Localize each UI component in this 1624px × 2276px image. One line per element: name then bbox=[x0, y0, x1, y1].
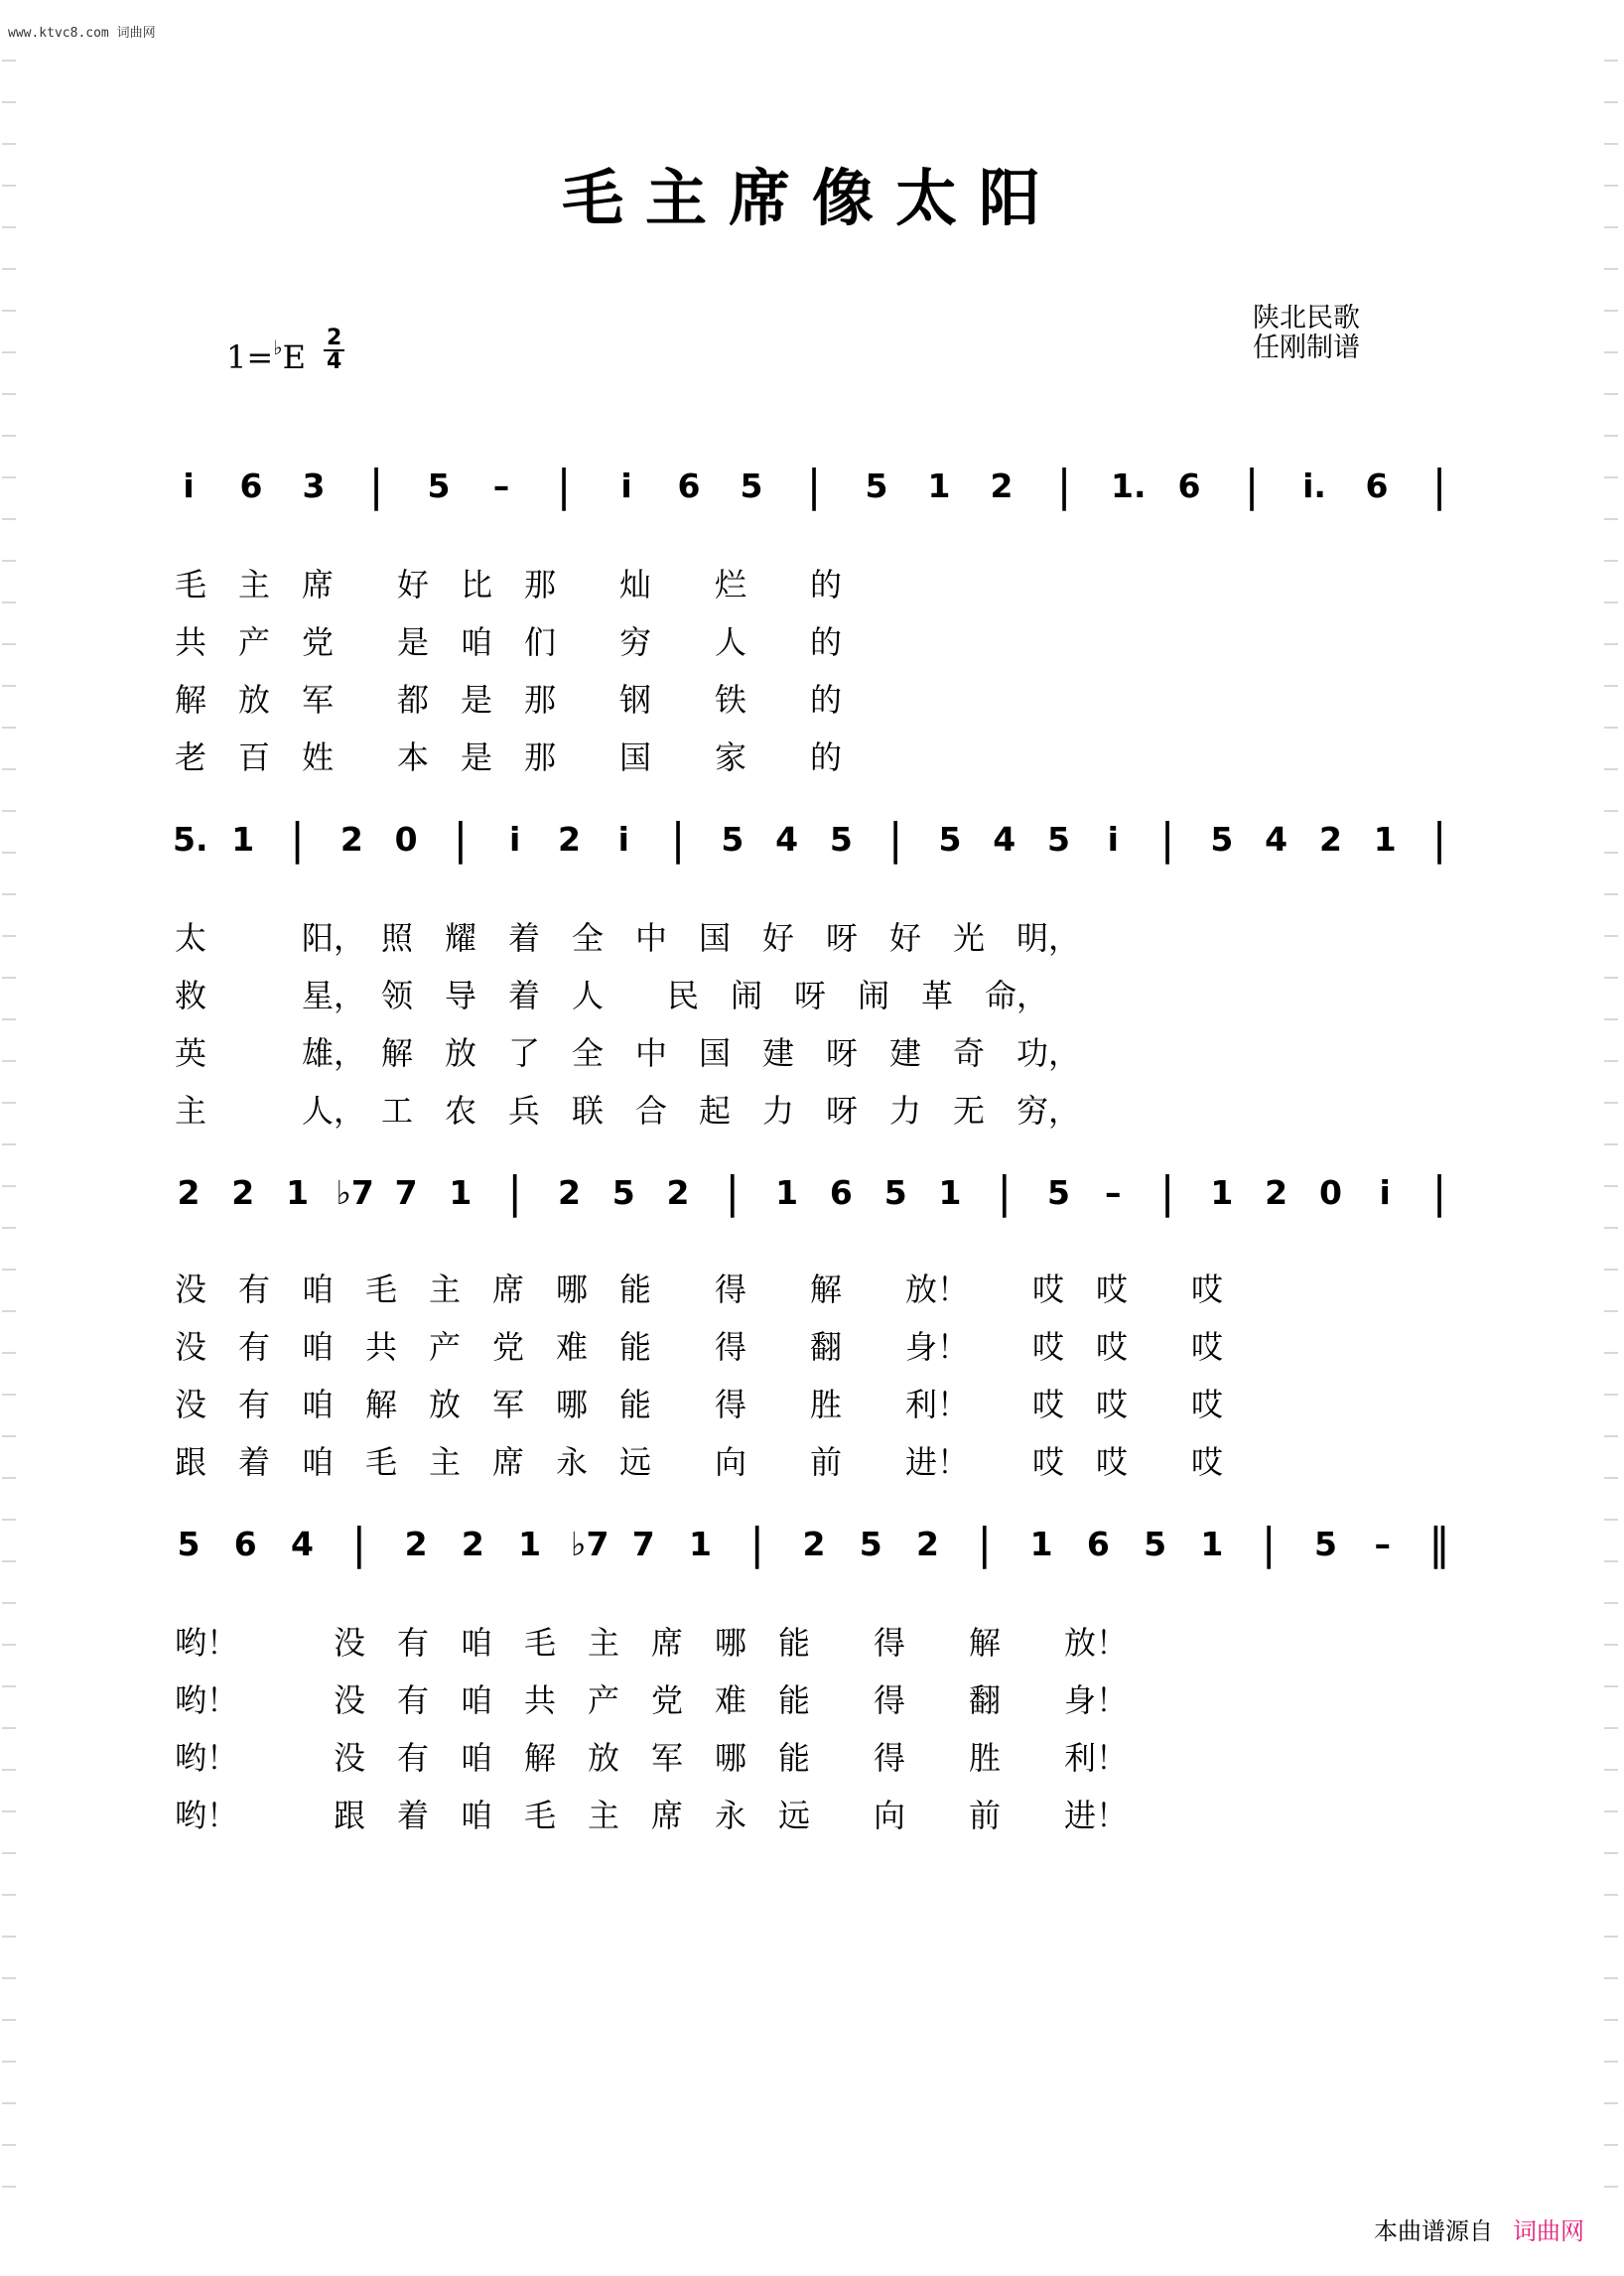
watermark-tick bbox=[1604, 1769, 1618, 1771]
note: 6 bbox=[239, 467, 263, 505]
watermark-tick bbox=[1604, 935, 1618, 937]
watermark-tick bbox=[1604, 60, 1618, 62]
watermark-tick bbox=[2, 2102, 16, 2104]
watermark-tick bbox=[2, 1143, 16, 1145]
note: 2 bbox=[666, 1173, 690, 1212]
lyric-line: 哟！ 没 有 咱 解 放 军 哪 能 得 胜 利！ bbox=[175, 1739, 1129, 1777]
left-watermark-strip bbox=[2, 60, 20, 2236]
note: 4 bbox=[291, 1525, 315, 1563]
watermark-tick bbox=[1604, 310, 1618, 312]
watermark-tick bbox=[1604, 1185, 1618, 1187]
barline: | bbox=[556, 461, 572, 511]
watermark-tick bbox=[2, 1769, 16, 1771]
note: 5 bbox=[1144, 1525, 1167, 1563]
watermark-tick bbox=[2, 2186, 16, 2188]
lyric-line: 解 放 军 都 是 那 钢 铁 的 bbox=[175, 681, 843, 719]
watermark-tick bbox=[2, 101, 16, 103]
note: 7 bbox=[394, 1173, 418, 1212]
watermark-tick bbox=[2, 1352, 16, 1354]
watermark-tick bbox=[1604, 1685, 1618, 1687]
watermark-tick bbox=[2, 1644, 16, 1646]
watermark-tick bbox=[1604, 1269, 1618, 1271]
watermark-tick bbox=[1604, 727, 1618, 729]
watermark-tick bbox=[2, 852, 16, 854]
flat-sign: ♭ bbox=[273, 335, 283, 359]
watermark-tick bbox=[2, 1894, 16, 1896]
note: 2 bbox=[916, 1525, 940, 1563]
barline: | bbox=[997, 1167, 1013, 1218]
credit-arranger: 任刚制谱 bbox=[1253, 333, 1360, 363]
watermark-tick bbox=[2, 1560, 16, 1562]
barline: | bbox=[1261, 1519, 1277, 1569]
watermark-tick bbox=[2, 977, 16, 979]
watermark-tick bbox=[1604, 1018, 1618, 1020]
key-signature bbox=[226, 335, 306, 376]
watermark-tick bbox=[2, 435, 16, 437]
barline: | bbox=[1431, 461, 1447, 511]
note: 1. bbox=[1111, 467, 1147, 505]
watermark-tick bbox=[2, 1060, 16, 1062]
watermark-tick bbox=[1604, 1810, 1618, 1812]
watermark-tick bbox=[1604, 1227, 1618, 1229]
watermark-tick bbox=[2, 685, 16, 687]
watermark-tick bbox=[2, 393, 16, 395]
barline: | bbox=[977, 1519, 993, 1569]
barline: | bbox=[1244, 461, 1260, 511]
watermark-tick bbox=[1604, 1977, 1618, 1979]
watermark-tick bbox=[2, 602, 16, 603]
watermark-tick bbox=[1604, 1477, 1618, 1479]
watermark-tick bbox=[1604, 768, 1618, 770]
meter-top: 2 bbox=[324, 328, 344, 351]
watermark-tick bbox=[2, 2061, 16, 2063]
note: 4 bbox=[1265, 820, 1288, 859]
note: 1 bbox=[938, 1173, 962, 1212]
watermark-tick bbox=[1604, 1852, 1618, 1854]
note: 4 bbox=[993, 820, 1016, 859]
lyric-line: 太 阳， 照 耀 着 全 中 国 好 呀 好 光 明， bbox=[175, 919, 1081, 957]
watermark-tick bbox=[2, 768, 16, 770]
note: 7 bbox=[631, 1525, 655, 1563]
watermark-tick bbox=[1604, 2019, 1618, 2021]
note: 5 bbox=[721, 820, 744, 859]
watermark-tick bbox=[1604, 2186, 1618, 2188]
watermark-tick bbox=[1604, 2061, 1618, 2063]
footer bbox=[1374, 2211, 1584, 2246]
watermark-tick bbox=[1604, 476, 1618, 478]
watermark-url: www.ktvc8.com 词曲网 bbox=[8, 26, 156, 41]
note: 3 bbox=[302, 467, 326, 505]
barline: | bbox=[670, 814, 686, 865]
note: 5 bbox=[829, 820, 853, 859]
note: 1 bbox=[688, 1525, 712, 1563]
note: 1 bbox=[286, 1173, 310, 1212]
watermark-tick bbox=[2, 2019, 16, 2021]
note: 6 bbox=[829, 1173, 853, 1212]
footer-brand: 词曲网 bbox=[1513, 2217, 1584, 2245]
lyric-line: 老 百 姓 本 是 那 国 家 的 bbox=[175, 738, 843, 776]
watermark-tick bbox=[2, 60, 16, 62]
watermark-tick bbox=[2, 1310, 16, 1312]
note: 2 bbox=[990, 467, 1014, 505]
watermark-tick bbox=[1604, 101, 1618, 103]
note: 1 bbox=[1210, 1173, 1234, 1212]
barline: | bbox=[749, 1519, 765, 1569]
note: i bbox=[183, 467, 195, 505]
lyric-line: 哟！ 没 有 咱 毛 主 席 哪 能 得 解 放！ bbox=[175, 1624, 1129, 1662]
note: – bbox=[1105, 1173, 1122, 1212]
note: 5 bbox=[1210, 820, 1234, 859]
watermark-tick bbox=[1604, 1352, 1618, 1354]
note: 2 bbox=[802, 1525, 826, 1563]
note: 6 bbox=[677, 467, 701, 505]
note: 2 bbox=[231, 1173, 255, 1212]
note: i bbox=[1107, 820, 1119, 859]
watermark-tick bbox=[1604, 1727, 1618, 1729]
watermark-tick bbox=[2, 1102, 16, 1104]
barline: | bbox=[507, 1167, 523, 1218]
note: 5 bbox=[427, 467, 451, 505]
watermark-tick bbox=[2, 1685, 16, 1687]
note: 1 bbox=[1029, 1525, 1053, 1563]
watermark-tick bbox=[2, 1435, 16, 1437]
note: 1 bbox=[449, 1173, 473, 1212]
watermark-tick bbox=[1604, 143, 1618, 145]
lyric-line: 救 星， 领 导 着 人 民 闹 呀 闹 革 命， bbox=[175, 977, 1049, 1014]
watermark-tick bbox=[1604, 1310, 1618, 1312]
watermark-tick bbox=[2, 1602, 16, 1604]
watermark-tick bbox=[2, 643, 16, 645]
watermark-tick bbox=[2, 1519, 16, 1521]
barline: | bbox=[1159, 1167, 1175, 1218]
lyric-line: 共 产 党 是 咱 们 穷 人 的 bbox=[175, 623, 843, 661]
watermark-tick bbox=[2, 1394, 16, 1396]
watermark-tick bbox=[1604, 1936, 1618, 1938]
watermark-tick bbox=[2, 351, 16, 353]
watermark-tick bbox=[1604, 560, 1618, 562]
watermark-tick bbox=[1604, 393, 1618, 395]
watermark-tick bbox=[1604, 1560, 1618, 1562]
note: 2 bbox=[339, 820, 363, 859]
lyric-line: 哟！ 没 有 咱 共 产 党 难 能 得 翻 身！ bbox=[175, 1681, 1129, 1719]
note: 1 bbox=[1200, 1525, 1224, 1563]
watermark-tick bbox=[1604, 1644, 1618, 1646]
note: 1 bbox=[231, 820, 255, 859]
watermark-tick bbox=[1604, 977, 1618, 979]
note: – bbox=[1374, 1525, 1391, 1563]
note: 2 bbox=[177, 1173, 201, 1212]
barline: ‖ bbox=[1428, 1519, 1450, 1569]
note: i bbox=[617, 820, 629, 859]
note: 6 bbox=[1177, 467, 1201, 505]
note: 5 bbox=[1047, 820, 1070, 859]
barline: | bbox=[725, 1167, 741, 1218]
watermark-tick bbox=[1604, 810, 1618, 812]
barline: | bbox=[453, 814, 469, 865]
watermark-tick bbox=[1604, 1519, 1618, 1521]
note: 5 bbox=[1313, 1525, 1337, 1563]
note: 5 bbox=[883, 1173, 907, 1212]
lyric-line: 主 人， 工 农 兵 联 合 起 力 呀 力 无 穷， bbox=[175, 1092, 1081, 1130]
barline: | bbox=[351, 1519, 367, 1569]
note: 1 bbox=[927, 467, 951, 505]
watermark-tick bbox=[2, 1977, 16, 1979]
watermark-tick bbox=[2, 935, 16, 937]
key-prefix: 1= bbox=[226, 338, 274, 376]
watermark-tick bbox=[1604, 2102, 1618, 2104]
lyric-line: 英 雄， 解 放 了 全 中 国 建 呀 建 奇 功， bbox=[175, 1034, 1081, 1072]
watermark-tick bbox=[1604, 2144, 1618, 2146]
note: 6 bbox=[1086, 1525, 1110, 1563]
watermark-tick bbox=[2, 1185, 16, 1187]
credits bbox=[1253, 304, 1360, 363]
note: 6 bbox=[1365, 467, 1389, 505]
note: 2 bbox=[1265, 1173, 1288, 1212]
watermark-tick bbox=[1604, 518, 1618, 520]
barline: | bbox=[1431, 1167, 1447, 1218]
watermark-tick bbox=[1604, 1602, 1618, 1604]
page-title: 毛主席像太阳 bbox=[561, 162, 1062, 234]
watermark-tick bbox=[2, 2144, 16, 2146]
note: i bbox=[620, 467, 632, 505]
note: i bbox=[1379, 1173, 1391, 1212]
lyric-line: 没 有 咱 毛 主 席 哪 能 得 解 放！ 哎 哎 哎 bbox=[175, 1271, 1224, 1308]
watermark-tick bbox=[2, 1018, 16, 1020]
barline: | bbox=[1431, 814, 1447, 865]
note: ♭7 bbox=[570, 1525, 609, 1563]
note: 2 bbox=[1318, 820, 1342, 859]
note: 2 bbox=[557, 820, 581, 859]
watermark-tick bbox=[2, 893, 16, 895]
watermark-tick bbox=[1604, 1143, 1618, 1145]
note: 5. bbox=[173, 820, 208, 859]
watermark-tick bbox=[2, 268, 16, 270]
watermark-tick bbox=[1604, 852, 1618, 854]
lyric-line: 没 有 咱 共 产 党 难 能 得 翻 身！ 哎 哎 哎 bbox=[175, 1328, 1224, 1366]
watermark-tick bbox=[2, 1852, 16, 1854]
barline: | bbox=[290, 814, 305, 865]
barline: | bbox=[887, 814, 903, 865]
watermark-tick bbox=[1604, 1102, 1618, 1104]
watermark-tick bbox=[2, 1477, 16, 1479]
watermark-tick bbox=[1604, 268, 1618, 270]
watermark-tick bbox=[1604, 643, 1618, 645]
time-signature bbox=[324, 328, 344, 373]
watermark-tick bbox=[2, 1227, 16, 1229]
watermark-tick bbox=[1604, 1394, 1618, 1396]
note: 1 bbox=[518, 1525, 542, 1563]
watermark-tick bbox=[1604, 351, 1618, 353]
watermark-tick bbox=[2, 727, 16, 729]
note: ♭7 bbox=[336, 1173, 374, 1212]
watermark-tick bbox=[2, 310, 16, 312]
note: 1 bbox=[1373, 820, 1397, 859]
barline: | bbox=[806, 461, 822, 511]
watermark-tick bbox=[2, 810, 16, 812]
note: 0 bbox=[394, 820, 418, 859]
credit-origin: 陕北民歌 bbox=[1253, 303, 1360, 334]
watermark-tick bbox=[1604, 1060, 1618, 1062]
watermark-tick bbox=[2, 1810, 16, 1812]
note: 2 bbox=[557, 1173, 581, 1212]
note: 5 bbox=[1047, 1173, 1070, 1212]
watermark-tick bbox=[1604, 1435, 1618, 1437]
note: 5 bbox=[938, 820, 962, 859]
note: 2 bbox=[404, 1525, 428, 1563]
right-watermark-strip bbox=[1604, 60, 1622, 2236]
note: – bbox=[492, 467, 510, 505]
note: 4 bbox=[775, 820, 799, 859]
barline: | bbox=[1159, 814, 1175, 865]
footer-text: 本曲谱源自 bbox=[1374, 2217, 1493, 2245]
lyric-line: 哟！ 跟 着 咱 毛 主 席 永 远 向 前 进！ bbox=[175, 1797, 1129, 1834]
watermark-tick bbox=[1604, 685, 1618, 687]
barline: | bbox=[368, 461, 384, 511]
note: 5 bbox=[859, 1525, 882, 1563]
note: i. bbox=[1302, 467, 1326, 505]
note: 0 bbox=[1318, 1173, 1342, 1212]
watermark-tick bbox=[2, 1727, 16, 1729]
key-letter: E bbox=[282, 338, 306, 376]
watermark-tick bbox=[2, 1936, 16, 1938]
barline: | bbox=[1056, 461, 1072, 511]
lyric-line: 没 有 咱 解 放 军 哪 能 得 胜 利！ 哎 哎 哎 bbox=[175, 1386, 1224, 1423]
note: 1 bbox=[775, 1173, 799, 1212]
note: 5 bbox=[611, 1173, 635, 1212]
watermark-tick bbox=[1604, 893, 1618, 895]
note: 5 bbox=[177, 1525, 201, 1563]
watermark-tick bbox=[1604, 602, 1618, 603]
watermark-tick bbox=[2, 476, 16, 478]
note: 2 bbox=[461, 1525, 484, 1563]
watermark-tick bbox=[2, 560, 16, 562]
note: 6 bbox=[233, 1525, 257, 1563]
watermark-tick bbox=[1604, 1894, 1618, 1896]
watermark-tick bbox=[2, 518, 16, 520]
note: i bbox=[509, 820, 521, 859]
meter-bottom: 4 bbox=[327, 349, 342, 374]
watermark-tick bbox=[2, 1269, 16, 1271]
lyric-line: 毛 主 席 好 比 那 灿 烂 的 bbox=[175, 566, 843, 603]
lyric-line: 跟 着 咱 毛 主 席 永 远 向 前 进！ 哎 哎 哎 bbox=[175, 1443, 1224, 1481]
watermark-tick bbox=[1604, 435, 1618, 437]
note: 5 bbox=[740, 467, 763, 505]
note: 5 bbox=[865, 467, 888, 505]
watermark-tick bbox=[2, 143, 16, 145]
